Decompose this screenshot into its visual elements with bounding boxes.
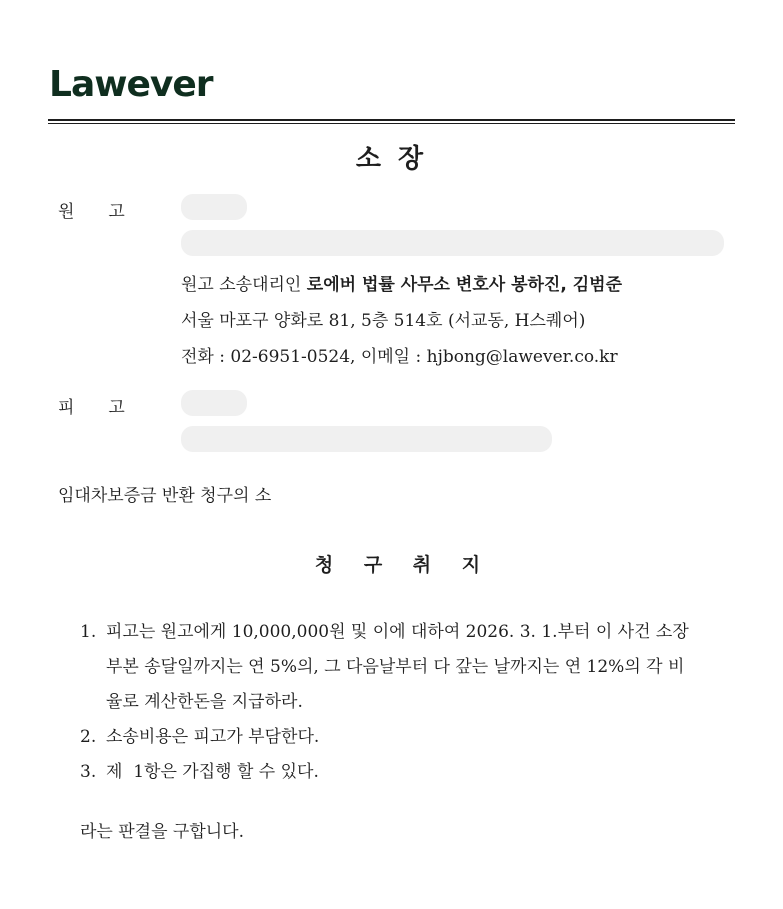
plaintiff-name-redacted	[181, 194, 247, 220]
defendant-address-redacted	[181, 426, 552, 452]
claim-number: 1.	[80, 622, 97, 642]
claim-text: 제 1항은 가집행 할 수 있다.	[106, 762, 319, 782]
plaintiff-rep-line	[181, 270, 622, 295]
claim-item	[80, 755, 700, 790]
claim-item	[80, 615, 700, 720]
defendant-label: 피 고	[58, 398, 125, 418]
claims-list	[80, 615, 700, 790]
claim-number: 3.	[80, 762, 97, 782]
defendant-name-redacted	[181, 390, 247, 416]
closing-statement: 라는 판결을 구합니다.	[80, 822, 245, 842]
claim-text: 피고는 원고에게 10,000,000원 및 이에 대하여 2026. 3. 1.부터 이 사건 소장 부본 송달일까지는 연 5%의, 그 다음날부터 다 갚는 날까지는 연 12%의 각 비율로 계산한돈을 지급하라.	[106, 622, 689, 712]
claim-number: 2.	[80, 727, 97, 747]
plaintiff-rep-name: 로에버 법률 사무소 변호사 봉하진, 김범준	[306, 275, 622, 295]
plaintiff-rep-prefix: 원고 소송대리인	[181, 275, 307, 295]
plaintiff-rep-contact: 전화 : 02-6951-0524, 이메일 : hjbong@lawever.co.kr	[181, 347, 618, 367]
lawever-logo: Lawever	[49, 64, 213, 105]
plaintiff-label: 원 고	[58, 202, 125, 222]
claims-title: 청 구 취 지	[314, 554, 493, 576]
header-divider-thin	[48, 123, 735, 124]
plaintiff-address-redacted	[181, 230, 724, 256]
plaintiff-rep-address: 서울 마포구 양화로 81, 5층 514호 (서교동, H스퀘어)	[181, 311, 586, 331]
document-title: 소 장	[355, 144, 428, 174]
claim-item	[80, 720, 700, 755]
claim-text: 소송비용은 피고가 부담한다.	[106, 727, 320, 747]
header-divider	[48, 119, 735, 121]
case-name: 임대차보증금 반환 청구의 소	[58, 486, 272, 506]
